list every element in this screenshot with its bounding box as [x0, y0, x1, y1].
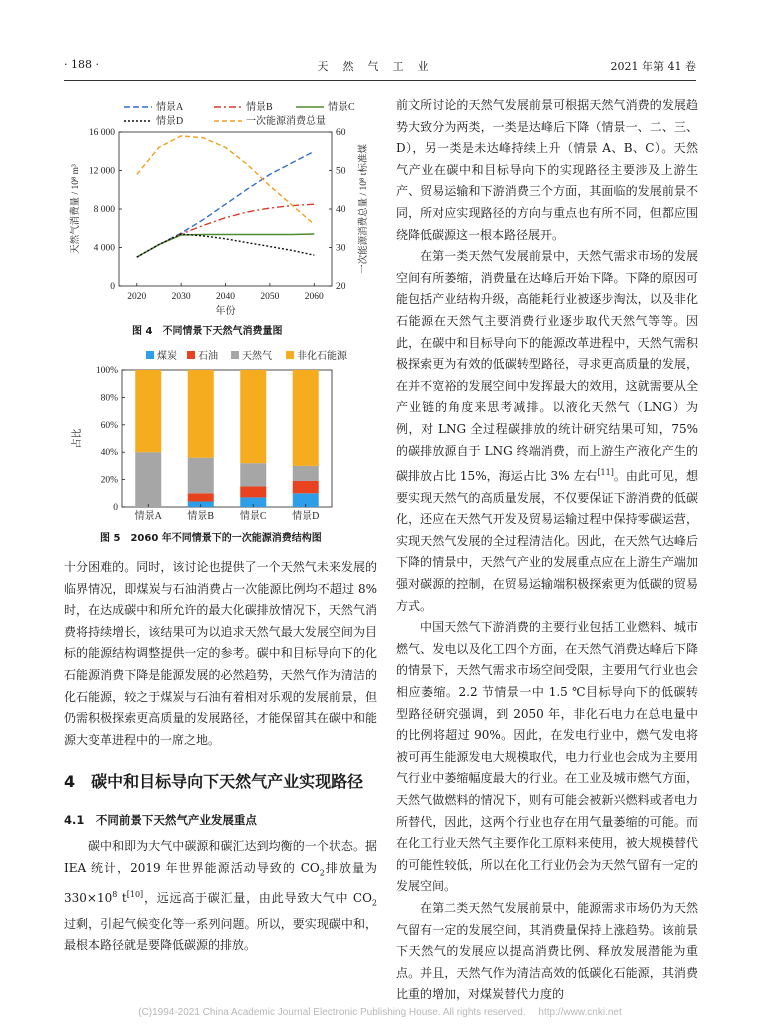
- fig5-bar-1-1: [188, 493, 214, 501]
- fig4-xtick-label-0: 2020: [127, 292, 147, 302]
- figure-4-line-chart: [64, 96, 384, 318]
- left-paragraph-1: 十分困难的。同时，该讨论也提供了一个天然气未来发展的临界情况，即煤炭与石油消费占一次能源比例均不超过 8% 时，在达成碳中和所允许的最大化碳排放情况下，天然气消费将持续增长，该结果可为以追求天然气最大发展空间为目标的能源结构调整提供一定的参考。碳中和目标导向下的化石能源消费下降是能源发展的必然趋势，天然气作为清洁的化石能源，较之于煤炭与石油有着相对乐观的发展前景，但仍需积极探索更高质量的发展路径，才能保留其在碳中和能源大变革进程中的一席之地。: [64, 560, 377, 747]
- fig5-bar-0-3: [135, 370, 161, 452]
- header-rule: [64, 80, 696, 81]
- fig4-ytick-label-1: 4 000: [93, 243, 115, 254]
- co2-subscript-2: 2: [371, 897, 378, 907]
- fig4-ytick-label-4: 16 000: [88, 128, 115, 138]
- fig4-xtick-label-1: 2030: [171, 292, 191, 302]
- p2-text-b: 排放量为 330×10: [64, 860, 377, 905]
- right-paragraph-2: [396, 246, 698, 617]
- page-header: [64, 58, 696, 76]
- fig5-bar-3-3: [293, 370, 319, 466]
- fig5-xtick-label-0: 情景A: [134, 511, 162, 522]
- page-number: · 188 ·: [64, 58, 99, 71]
- left-column: [64, 557, 377, 957]
- section-4-title: 4 碳中和目标导向下天然气产业实现路径: [64, 772, 364, 792]
- fig5-ytick-label-1: 20%: [100, 475, 118, 486]
- rp2-text-b: 。由此可见，想要实现天然气的高质量发展，不仅要保证下游消费的低碳化，还应在天然气开发及贸易运输过程中保持零碳运营，实现天然气发展的全过程清洁化。因此，在天然气达峰后下降的情景中，天然气产业的发展重点应在上游生产端加强对碳源的控制，在贸易运输端积极探索更为低碳的贸易方式。: [396, 469, 698, 613]
- p2-text-a: 碳中和即为大气中碳源和碳汇达到均衡的一个状态。据 IEA 统计，2019 年世界能源活动导致的 CO: [64, 838, 377, 875]
- copyright-footer: (C)1994-2021 China Academic Journal Electronic Publishing House. All rights reserved. http://www.cnki.net: [138, 1007, 622, 1018]
- co2-subscript: 2: [319, 867, 325, 877]
- fig4-legend-label-1: 情景B: [246, 102, 273, 113]
- fig5-bar-1-3: [188, 370, 214, 458]
- fig5-ytick-label-0: 0: [113, 503, 118, 513]
- fig4-ytick-right-label-0: 20: [336, 282, 346, 292]
- fig4-ytick-label-3: 12 000: [88, 166, 115, 177]
- fig5-bar-0-2: [135, 452, 161, 507]
- fig5-bar-3-2: [293, 466, 319, 481]
- fig5-bar-2-3: [240, 370, 266, 463]
- fig5-xtick-label-3: 情景D: [292, 511, 320, 522]
- fig5-ylabel: 占比: [72, 428, 83, 449]
- fig4-xtick-label-4: 2060: [304, 292, 324, 302]
- fig5-ytick-label-4: 80%: [100, 393, 118, 404]
- right-paragraph-1: 前文所讨论的天然气发展前景可根据天然气消费的发展趋势大致分为两类，一类是达峰后下降（情景一、二、三、D），另一类是未达峰持续上升（情景 A、B、C）。天然气产业在碳中和目标导向下的实现路径主要涉及上游生产、贸易运输和下游消费三个方面，其面临的发展前景不同，所对应实现路径的方向与重点也有所不同，但都应围绕降低碳源这一根本路径展开。: [396, 98, 698, 242]
- fig4-xlabel: 年份: [215, 306, 236, 317]
- fig4-plot-area: [69, 128, 369, 317]
- figure-5-caption: 图 5 2060 年不同情景下的一次能源消费结构图: [100, 533, 322, 544]
- fig5-bar-1-2: [188, 458, 214, 494]
- fig5-legend-label-1: 石油: [198, 351, 218, 362]
- fig4-ytick-right-label-2: 40: [336, 205, 346, 215]
- fig4-legend-label-3: 情景D: [156, 116, 184, 127]
- fig4-ytick-label-0: 0: [110, 282, 115, 292]
- fig5-xtick-label-2: 情景C: [239, 511, 267, 522]
- fig4-legend-label-0: 情景A: [156, 102, 184, 113]
- journal-title: 天然气工业: [317, 60, 443, 73]
- fig4-ylabel-right: 一次能源消费总量 / 10⁸ t标准煤: [359, 144, 369, 274]
- fig4-ytick-right-label-3: 50: [336, 166, 346, 177]
- subsection-4-1-title: 4.1 不同前景下天然气产业发展重点: [64, 813, 257, 828]
- p2-text-d: ，远远高于碳汇量，由此导致大气中 CO: [143, 890, 372, 905]
- fig4-legend: [124, 100, 355, 127]
- fig4-ytick-label-2: 8 000: [93, 205, 115, 215]
- ref-10[interactable]: [10]: [126, 889, 144, 899]
- figure-5-stacked-bar-chart: [64, 345, 384, 527]
- fig4-series-4: [137, 136, 314, 225]
- left-paragraph-2: [64, 836, 377, 957]
- issue-info: 2021 年第 41 卷: [610, 60, 696, 73]
- fig4-xtick-label-2: 2040: [216, 292, 235, 302]
- figure-4-caption: 图 4 不同情景下天然气消费量图: [132, 326, 283, 337]
- fig4-ytick-right-label-1: 30: [336, 243, 346, 254]
- fig5-ytick-label-5: 100%: [95, 366, 118, 376]
- fig5-legend: [146, 349, 348, 362]
- right-paragraph-3: 中国天然气下游消费的主要行业包括工业燃料、城市燃气、发电以及化工四个方面，在天然气消费达峰后下降的情景下，天然气需求市场空间受限，主要用气行业也会相应萎缩。2.2 节情景一中 1.5 ℃目标导向下的低碳转型路径研究强调，到 2050 年，非化石电力在总电量中的比例将超过 90%。因此，在发电行业中，燃气发电将被可再生能源发电大规模取代，电力行业也会成为主要用气行业中萎缩幅度最大的行业。在工业及城市燃气方面，天然气做燃料的情况下，则有可能会被新兴燃料或者电力所替代，因此，这两个行业也存在用气量萎缩的可能。而在化工行业天然气主要作化工原料来使用，被大规模替代的可能性较低，所以在化工行业仍会为天然气留有一定的发展空间。: [396, 620, 698, 894]
- fig4-series-3: [137, 234, 314, 257]
- fig5-ytick-label-3: 60%: [100, 420, 118, 431]
- fig5-bar-2-2: [240, 463, 266, 486]
- rp2-text-a: 在第一类天然气发展前景中，天然气需求市场的发展空间有所萎缩，消费量在达峰后开始下降。下降的原因可能包括产业结构升级，高能耗行业被逐步淘汰，以及非化石能源在天然气主要消费行业逐步取代天然气等等。因此，在碳中和目标导向下的能源改革进程中，天然气需积极探索更为有效的低碳转型路径，寻求更高质量的发展，在并不宽裕的发展空间中发挥最大的效用，这就需要从全产业链的角度来思考减排。以液化天然气（LNG）为例，对 LNG 全过程碳排放的统计研究结果可知，75% 的碳排放源自于 LNG 终端消费，而上游生产液化产生的碳排放占比 15%，海运占比 3% 左右: [396, 249, 698, 484]
- right-column: [396, 95, 698, 1006]
- fig5-plot-area: [70, 366, 332, 522]
- fig5-bar-3-1: [293, 481, 319, 493]
- exponent-superscript: 8: [112, 889, 118, 899]
- fig5-xtick-label-1: 情景B: [187, 511, 215, 522]
- right-paragraph-4: 在第二类天然气发展前景中，能源需求市场仍为天然气留有一定的发展空间，其消费量保持上涨趋势。该前景下天然气的发展应以提高消费比例、释放发展潜能为重点。并且，天然气作为清洁高效的低碳化石能源，其消费比重的增加，对煤炭替代力度的: [396, 900, 698, 1002]
- fig4-series-2: [137, 234, 314, 257]
- fig5-legend-swatch-1: [187, 351, 195, 359]
- fig5-legend-label-3: 非化石能源: [297, 351, 347, 362]
- p2-text-c: t: [117, 890, 127, 905]
- fig5-ytick-label-2: 40%: [100, 448, 118, 459]
- fig5-legend-swatch-2: [231, 351, 239, 359]
- fig4-legend-label-4: 一次能源消费总量: [246, 116, 326, 127]
- p2-text-e: 过剩，引起气候变化等一系列问题。所以，要实现碳中和，最根本路径就是要降低碳源的排放。: [64, 916, 377, 953]
- fig5-legend-swatch-0: [146, 351, 154, 359]
- fig4-xtick-label-3: 2050: [260, 292, 280, 302]
- fig5-legend-label-0: 煤炭: [157, 351, 177, 362]
- fig4-axes-frame: [119, 132, 332, 286]
- fig4-ylabel: 天然气消费量 / 10⁸ m³: [71, 164, 81, 254]
- fig4-legend-label-2: 情景C: [328, 102, 355, 113]
- ref-11[interactable]: [11]: [597, 468, 614, 478]
- fig5-bar-2-1: [240, 486, 266, 497]
- fig5-legend-label-2: 天然气: [242, 351, 272, 362]
- fig4-series-0: [137, 151, 314, 257]
- fig5-legend-swatch-3: [286, 351, 294, 359]
- fig4-ytick-right-label-4: 60: [336, 128, 346, 138]
